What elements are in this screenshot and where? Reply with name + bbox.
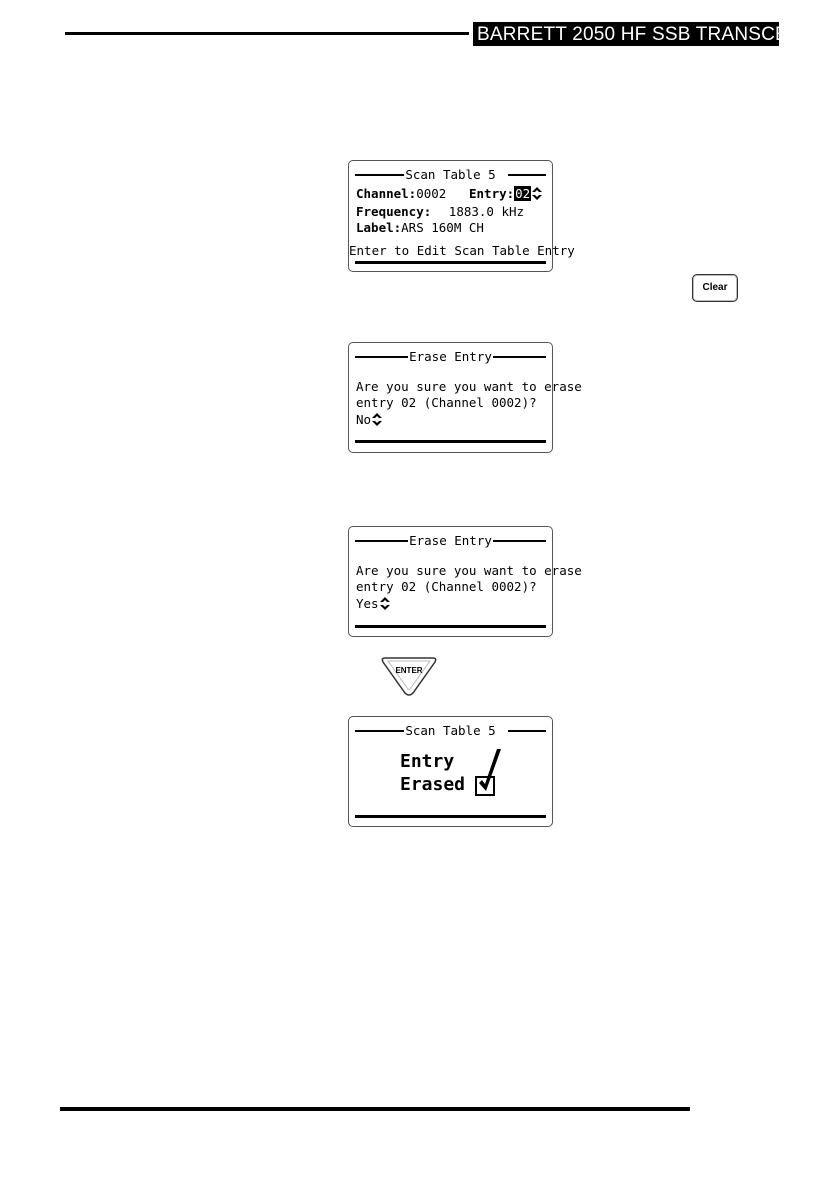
confirm-line-1: Are you sure you want to erase <box>356 563 582 578</box>
enter-button-label: ENTER <box>395 666 423 675</box>
lcd-entry-erased-screen <box>348 716 553 827</box>
label-row <box>356 220 484 236</box>
lcd-title-row <box>355 167 546 183</box>
lcd-erase-entry-no-screen <box>348 342 582 453</box>
choice-value: Yes <box>356 596 379 611</box>
label-label: Label: <box>356 220 402 235</box>
clear-button[interactable]: Clear <box>692 274 738 302</box>
lcd-title: Scan Table 5 <box>405 723 496 738</box>
checkmark-icon <box>475 747 503 797</box>
lcd-title-row <box>355 533 546 549</box>
lcd-footer: Enter to Edit Scan Table Entry <box>349 243 575 258</box>
erased-line-1: Entry <box>400 751 455 772</box>
lcd-title: Scan Table 5 <box>405 167 496 182</box>
channel-value: 0002 <box>416 186 447 201</box>
choice-row <box>356 596 390 612</box>
lcd-title-row <box>355 723 546 739</box>
lcd-scan-table-screen <box>348 160 575 272</box>
page-header <box>59 22 834 46</box>
enter-button[interactable] <box>379 655 439 697</box>
frequency-label: Frequency: <box>356 204 432 219</box>
confirm-line-2: entry 02 (Channel 0002)? <box>356 579 537 594</box>
lcd-bottom-bar <box>355 625 546 628</box>
lcd-bottom-bar <box>355 815 546 818</box>
entry-value: 02 <box>515 186 531 201</box>
up-down-arrows-icon <box>532 187 542 200</box>
up-down-arrows-icon <box>380 597 390 610</box>
header-rule <box>65 32 469 35</box>
lcd-bottom-bar <box>355 261 546 264</box>
lcd-title: Erase Entry <box>409 533 492 548</box>
frequency-row <box>356 204 524 220</box>
confirm-line-1: Are you sure you want to erase <box>356 379 582 394</box>
choice-row <box>356 412 382 428</box>
entry-row <box>469 186 542 202</box>
header-title: BARRETT 2050 HF SSB TRANSCEIVER <box>477 24 834 45</box>
label-value: ARS 160M CH <box>401 220 484 235</box>
channel-row <box>356 186 446 202</box>
choice-value: No <box>356 412 372 427</box>
footer-rule <box>60 1107 690 1111</box>
lcd-title: Erase Entry <box>409 349 492 364</box>
channel-label: Channel: <box>356 186 417 201</box>
lcd-title-row <box>355 349 546 365</box>
frequency-value: 1883.0 kHz <box>448 204 525 219</box>
lcd-erase-entry-yes-screen <box>348 526 582 637</box>
confirm-line-2: entry 02 (Channel 0002)? <box>356 395 537 410</box>
erased-line-2: Erased <box>400 774 466 795</box>
lcd-bottom-bar <box>355 440 546 443</box>
entry-label: Entry: <box>469 186 515 201</box>
up-down-arrows-icon <box>372 413 382 426</box>
